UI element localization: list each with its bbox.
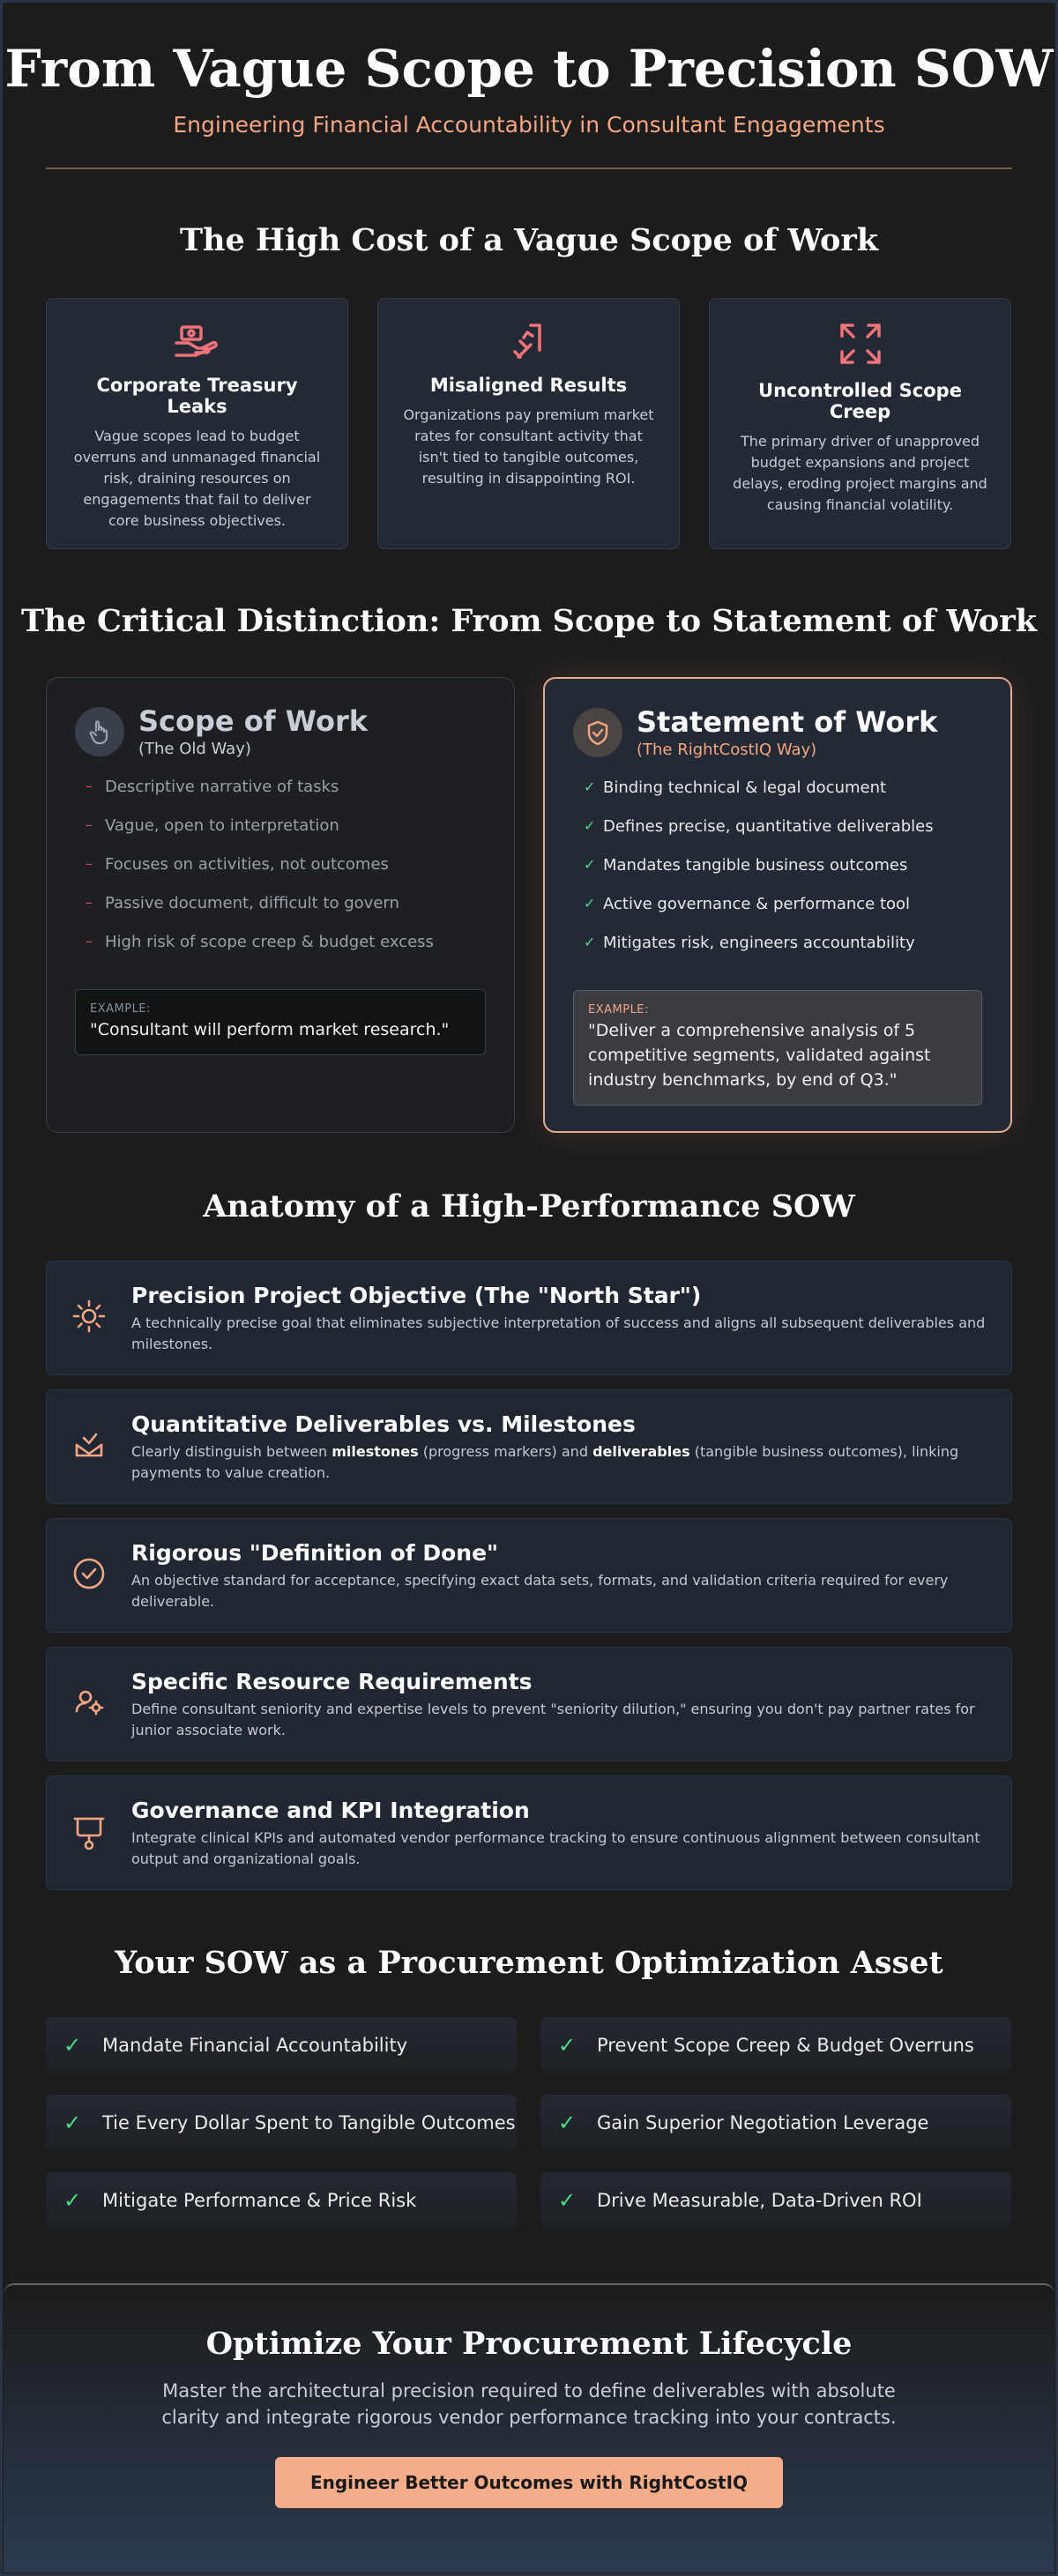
anatomy-item-desc: An objective standard for acceptance, specifying exact data sets, formats, and validation criteria required for every deliverable. xyxy=(131,1572,949,1610)
anatomy-item-desc: Clearly distinguish between milestones (progress markers) and deliverables (tangible business outcomes), linking payments to value creation. xyxy=(131,1443,959,1481)
old-panel-subtitle: (The Old Way) xyxy=(138,740,251,758)
check-icon: ✓ xyxy=(63,2188,82,2213)
header-divider xyxy=(46,168,1012,169)
hand-icon xyxy=(75,707,124,756)
anatomy-item-desc: Define consultant seniority and expertise levels to prevent "seniority dilution," ensuring you don't pay partner rates for junior associate work. xyxy=(131,1701,975,1738)
page-title: From Vague Scope to Precision SOW xyxy=(4,39,1054,99)
example-text: "Consultant will perform market research." xyxy=(90,1020,450,1039)
check-icon: ✓ xyxy=(63,2033,82,2058)
sun-icon xyxy=(71,1299,107,1334)
list-item: ✓ Mitigates risk, engineers accountability xyxy=(584,934,915,952)
anatomy-item-resources xyxy=(46,1647,1012,1761)
list-item: ✓ Binding technical & legal document xyxy=(584,778,887,797)
benefit-item: ✓ Drive Measurable, Data-Driven ROI xyxy=(540,2172,1011,2229)
benefits-section-title: Your SOW as a Procurement Optimization Asset xyxy=(115,1945,943,1981)
list-item: – Focuses on activities, not outcomes xyxy=(86,855,389,874)
footer-desc: Master the architectural precision required to define deliverables with absolute clarity and integrate rigorous vendor performance tracking into your contracts. xyxy=(161,2380,897,2428)
check-icon: ✓ xyxy=(584,778,596,795)
cost-card-title: Corporate Treasury Leaks xyxy=(96,375,298,417)
check-icon: ✓ xyxy=(584,817,596,834)
check-icon: ✓ xyxy=(584,934,596,950)
box-icon xyxy=(71,1427,107,1463)
anatomy-section-title: Anatomy of a High-Performance SOW xyxy=(203,1188,855,1225)
dash-icon: – xyxy=(86,933,93,949)
example-text: "Deliver a comprehensive analysis of 5 competitive segments, validated against industry benchmarks, by end of Q3." xyxy=(588,1021,931,1090)
old-panel-title: Scope of Work xyxy=(138,704,368,738)
benefit-item: ✓ Gain Superior Negotiation Leverage xyxy=(540,2095,1011,2151)
old-example-box xyxy=(75,989,486,1055)
monitor-icon xyxy=(71,1813,107,1852)
list-item: ✓ Defines precise, quantitative deliverables xyxy=(584,817,934,836)
cost-card-desc: Organizations pay premium market rates for consultant activity that isn't tied to tangible outcomes, resulting in disappointing ROI. xyxy=(403,406,654,487)
anatomy-item-title: Specific Resource Requirements xyxy=(131,1669,533,1694)
list-item: – Vague, open to interpretation xyxy=(86,816,339,835)
cost-card-misaligned xyxy=(377,298,680,549)
new-panel-title: Statement of Work xyxy=(637,705,938,739)
cost-card-title: Misaligned Results xyxy=(429,375,628,396)
dash-icon: – xyxy=(86,816,93,833)
statement-of-work-panel xyxy=(543,677,1012,1133)
anatomy-item-title: Rigorous "Definition of Done" xyxy=(131,1540,499,1566)
list-item: – High risk of scope creep & budget excess xyxy=(86,933,434,951)
check-icon: ✓ xyxy=(584,895,596,912)
anatomy-item-objective xyxy=(46,1261,1012,1375)
cost-card-desc: Vague scopes lead to budget overruns and unmanaged financial risk, draining resources on engagements that fail to deliver core business objectives. xyxy=(73,428,321,529)
cost-section-title: The High Cost of a Vague Scope of Work xyxy=(179,222,879,258)
new-panel-list xyxy=(573,778,982,972)
cost-card-scope-creep xyxy=(709,298,1011,549)
list-item: ✓ Active governance & performance tool xyxy=(584,895,911,913)
anatomy-item-title: Quantitative Deliverables vs. Milestones xyxy=(131,1411,636,1437)
new-panel-subtitle: (The RightCostIQ Way) xyxy=(637,741,817,759)
cost-card-desc: The primary driver of unapproved budget expansions and project delays, eroding project margins and causing financial volatility. xyxy=(733,433,987,513)
money-hand-icon xyxy=(173,322,222,361)
expand-arrows-icon xyxy=(838,322,883,366)
example-label: EXAMPLE: xyxy=(588,1003,649,1016)
anatomy-item-title: Governance and KPI Integration xyxy=(131,1798,530,1823)
benefit-item: ✓ Mandate Financial Accountability xyxy=(46,2017,517,2073)
list-item: – Passive document, difficult to govern xyxy=(86,894,399,912)
new-example-box xyxy=(573,990,982,1106)
distinction-section-title: The Critical Distinction: From Scope to Statement of Work xyxy=(21,603,1037,639)
page-subtitle: Engineering Financial Accountability in Consultant Engagements xyxy=(173,112,885,138)
cost-card-treasury xyxy=(46,298,348,549)
scope-of-work-panel xyxy=(46,677,515,1133)
benefit-item: ✓ Prevent Scope Creep & Budget Overruns xyxy=(540,2017,1011,2073)
footer-title: Optimize Your Procurement Lifecycle xyxy=(205,2326,853,2362)
check-icon: ✓ xyxy=(558,2188,577,2213)
footer-cta-section xyxy=(4,2283,1054,2572)
check-icon: ✓ xyxy=(63,2111,82,2135)
old-panel-list xyxy=(75,778,486,972)
anatomy-item-definition-of-done xyxy=(46,1518,1012,1633)
benefit-item: ✓ Mitigate Performance & Price Risk xyxy=(46,2172,517,2229)
list-item: – Descriptive narrative of tasks xyxy=(86,778,339,796)
dash-icon: – xyxy=(86,894,93,911)
benefit-item: ✓ Tie Every Dollar Spent to Tangible Outcomes xyxy=(46,2095,517,2151)
dash-icon: – xyxy=(86,855,93,872)
cost-card-title: Uncontrolled Scope Creep xyxy=(758,380,962,422)
anatomy-item-deliverables xyxy=(46,1389,1012,1504)
anatomy-item-governance xyxy=(46,1776,1012,1890)
anatomy-item-desc: A technically precise goal that eliminates subjective interpretation of success and aligns all subsequent deliverables and milestones. xyxy=(131,1314,986,1352)
broken-target-icon xyxy=(511,322,547,361)
check-icon: ✓ xyxy=(584,856,596,873)
list-item: ✓ Mandates tangible business outcomes xyxy=(584,856,908,875)
user-gear-icon xyxy=(71,1685,107,1720)
dash-icon: – xyxy=(86,778,93,794)
example-label: EXAMPLE: xyxy=(90,1002,151,1016)
shield-check-icon xyxy=(573,708,622,757)
cta-button[interactable]: Engineer Better Outcomes with RightCostIQ xyxy=(275,2457,783,2508)
check-icon: ✓ xyxy=(558,2033,577,2058)
anatomy-item-title: Precision Project Objective (The "North Star") xyxy=(131,1283,702,1308)
anatomy-item-desc: Integrate clinical KPIs and automated vendor performance tracking to ensure continuous alignment between consultant output and organizational goals. xyxy=(131,1829,980,1867)
check-icon: ✓ xyxy=(558,2111,577,2135)
check-circle-icon xyxy=(71,1556,107,1591)
